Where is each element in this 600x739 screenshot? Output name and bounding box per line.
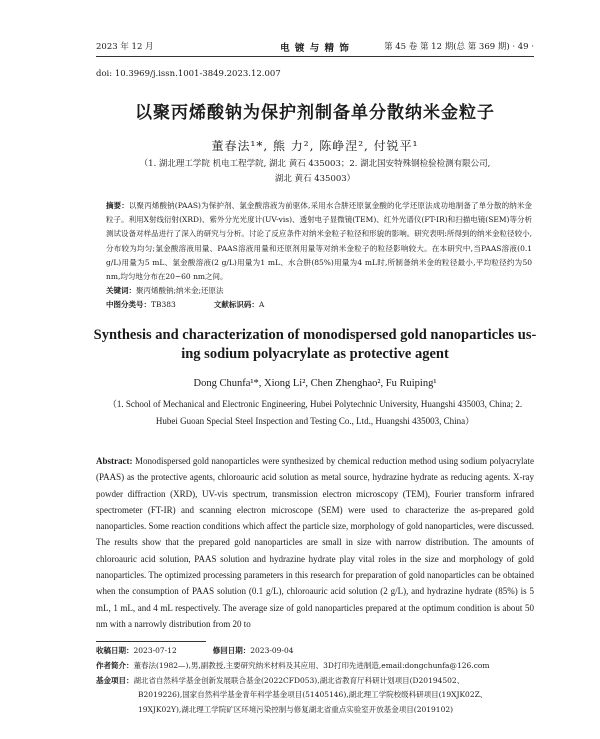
english-title — [84, 326, 546, 364]
chinese-keywords — [106, 285, 532, 296]
classification-line — [106, 299, 264, 310]
chinese-title: 以聚丙烯酸钠为保护剂制备单分散纳米金粒子 — [135, 103, 495, 123]
chinese-affiliation-line1: （1. 湖北理工学院 机电工程学院, 湖北 黄石 435003；2. 湖北国安特殊钢检验检测有限公司, — [139, 159, 491, 169]
footnotes — [96, 644, 534, 718]
received-date: 2023-07-12 — [133, 646, 177, 655]
revised-date: 2023-09-04 — [250, 646, 294, 655]
revised-label: 修回日期： — [212, 646, 251, 655]
funding-line2: B2019226),国家自然科学基金青年科学基金项目(51405146),湖北理工学院校级科研项目(19XJK02Z、 — [138, 690, 488, 700]
author-info-text: 董春法(1982—),男,副教授,主要研究纳米材料及其应用、3D打印先进制造,email:dongchunfa@126.com — [133, 660, 490, 670]
chinese-keywords-text: 聚丙烯酸钠;纳米金;还原法 — [136, 286, 224, 295]
footnote-author-info — [96, 659, 534, 674]
running-header — [96, 40, 534, 54]
chinese-abstract-label: 摘要： — [106, 201, 129, 210]
chinese-abstract — [106, 199, 532, 284]
footnote-rule — [96, 641, 206, 642]
doi-link[interactable]: doi: 10.3969/j.issn.1001-3849.2023.12.007 — [96, 69, 281, 79]
chinese-keywords-label: 关键词： — [106, 286, 136, 295]
chinese-authors: 董春法¹*, 熊 力², 陈峥涅², 付锐平¹ — [211, 139, 419, 153]
header-volume-page: 第 45 卷 第 12 期(总 第 369 期) · 49 · — [384, 42, 534, 52]
header-rule — [96, 56, 534, 57]
english-affiliation: （1. School of Mechanical and Electronic Engineering, Hubei Polytechnic University, Huangshi 435003, China; 2. Hubei Guoan Special Steel Inspection and Testing Co., Ltd., Huangshi 435003, China） — [107, 399, 523, 426]
clc-value: TB383 — [151, 300, 176, 309]
doc-code-label: 文献标识码： — [213, 300, 259, 309]
chinese-affiliation — [100, 157, 530, 187]
english-abstract — [96, 453, 534, 632]
funding-line1: 湖北省自然科学基金创新发展联合基金(2022CFD053),湖北省教育厅科研计划项目(D20194502、 — [133, 675, 465, 685]
footnote-funding — [96, 674, 534, 718]
funding-label: 基金项目： — [96, 675, 134, 685]
doc-code-value: A — [258, 300, 265, 309]
clc-label: 中图分类号： — [106, 300, 151, 309]
received-label: 收稿日期： — [96, 646, 134, 655]
english-authors: Dong Chunfa¹*, Xiong Li², Chen Zhenghao², Fu Ruiping¹ — [193, 378, 437, 389]
author-info-label: 作者简介： — [96, 660, 134, 670]
header-journal-name: 电 镀 与 精 饰 — [280, 43, 350, 54]
header-issue-date: 2023 年 12 月 — [96, 42, 154, 52]
english-title-line1: Synthesis and characterization of monodispersed gold nanoparticles us- — [93, 327, 537, 343]
english-abstract-text: Monodispersed gold nanoparticles were synthesized by chemical reduction method using sodium polyacrylate (PAAS) as the protective agents, chloroauric acid solution as metal source, hydrazine hydrate as reducing agents. X-ray powder diffraction (XRD), UV-vis spectrum, transmission electron microscopy (TEM), Fourier transform infrared spectrometer (FT-IR) and scanning electron microscope (SEM) were used to characterize the as-prepared gold nanoparticles. Some reaction conditions which affect the particle size, morphology of gold nanoparticles, were discussed. The results show that the prepared gold nanoparticles are small in size with narrow distribution. The amounts of chloroauric acid solution, PAAS solution and hydrazine hydrate play vital roles in the size and morphology of gold nanoparticles. The optimized processing parameters in this research for preparation of gold nanoparticles can be obtained when the consumption of PAAS solution (0.1 g/L), chloroauric acid solution (2 g/L), and hydrazine hydrate (85%) is 5 mL, 1 mL, and 4 mL respectively. The average size of gold nanoparticles prepared at the optimum condition is about 50 nm with a narrowly distribution from 20 to — [96, 456, 534, 629]
chinese-affiliation-line2: 湖北 黄石 435003） — [274, 174, 356, 184]
english-title-line2: ing sodium polyacrylate as protective agent — [181, 346, 449, 362]
funding-line3: 19XJK02Y),湖北理工学院矿区环境污染控制与修复湖北省重点实验室开放基金项目(2019102) — [138, 705, 454, 715]
english-abstract-label: Abstract: — [96, 456, 133, 466]
footnote-dates — [96, 644, 534, 659]
chinese-abstract-text: 以聚丙烯酸钠(PAAS)为保护剂、氯金酸溶液为前驱体,采用水合肼还原氯金酸的化学还原法成功地制备了单分散的纳米金粒子。利用X射线衍射(XRD)、紫外分光光度计(UV-vis)、透射电子显微镜(TEM)、红外光谱仪(FT-IR)和扫描电镜(SEM)等分析测试设备对样品进行了深入的研究与分析。讨论了反应条件对纳米金粒子粒径和形貌的影响。研究表明:所得到的纳米金粒径较小,分布较为均匀;氯金酸溶液用量、PAAS溶液用量和还原剂用量等对纳米金粒子的粒径影响较大。在本研究中,当PAAS溶液(0.1 g/L)用量为5 mL、氯金酸溶液(2 g/L)用量为1 mL、水合肼(85%)用量为4 mL时,所制备纳米金的粒径最小,平均粒径约为50 nm,均匀地分布在20~60 nm之间。 — [106, 201, 532, 282]
